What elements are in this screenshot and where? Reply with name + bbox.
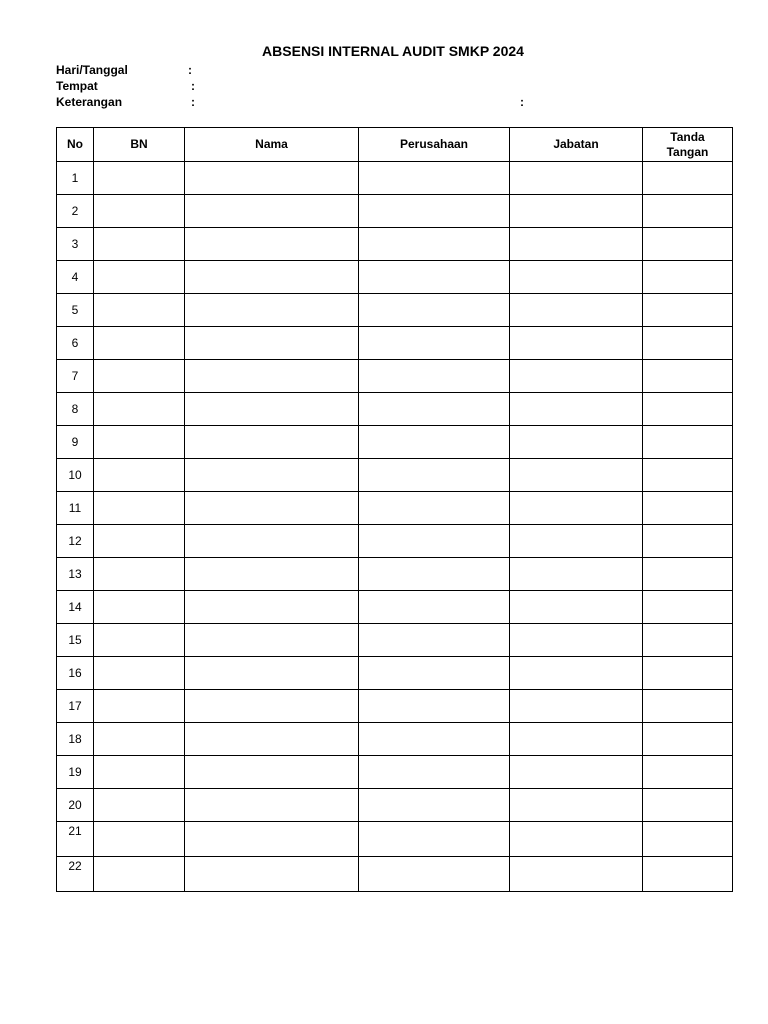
- row-number: 12: [57, 525, 94, 558]
- column-header-perusahaan: Perusahaan: [359, 128, 510, 162]
- perusahaan-cell[interactable]: [359, 426, 510, 459]
- bn-cell[interactable]: [94, 857, 185, 892]
- tanda-tangan-cell[interactable]: [643, 261, 733, 294]
- place-colon: :: [191, 79, 195, 93]
- tanda-tangan-cell[interactable]: [643, 327, 733, 360]
- tanda-tangan-cell[interactable]: [643, 624, 733, 657]
- jabatan-cell[interactable]: [510, 822, 643, 857]
- bn-cell[interactable]: [94, 195, 185, 228]
- bn-cell[interactable]: [94, 525, 185, 558]
- tanda-tangan-line2: Tangan: [666, 144, 709, 159]
- row-number: 21: [57, 822, 94, 857]
- nama-cell[interactable]: [185, 360, 359, 393]
- jabatan-cell[interactable]: [510, 591, 643, 624]
- bn-cell[interactable]: [94, 492, 185, 525]
- bn-cell[interactable]: [94, 690, 185, 723]
- day-date-label: Hari/Tanggal: [56, 63, 128, 77]
- nama-cell[interactable]: [185, 657, 359, 690]
- table-row: [57, 327, 733, 360]
- tanda-tangan-cell[interactable]: [643, 459, 733, 492]
- tanda-tangan-cell[interactable]: [643, 591, 733, 624]
- row-number: 7: [57, 360, 94, 393]
- bn-cell[interactable]: [94, 723, 185, 756]
- place-label: Tempat: [56, 79, 98, 93]
- column-header-tanda-tangan: [643, 128, 733, 162]
- table-header-row: [57, 128, 733, 162]
- table-row: [57, 525, 733, 558]
- table-row: [57, 558, 733, 591]
- page-title: ABSENSI INTERNAL AUDIT SMKP 2024: [262, 43, 524, 59]
- nama-cell[interactable]: [185, 393, 359, 426]
- row-number: 3: [57, 228, 94, 261]
- table-row: [57, 195, 733, 228]
- row-number: 19: [57, 756, 94, 789]
- table-row: [57, 624, 733, 657]
- perusahaan-cell[interactable]: [359, 294, 510, 327]
- nama-cell[interactable]: [185, 857, 359, 892]
- nama-cell[interactable]: [185, 789, 359, 822]
- perusahaan-cell[interactable]: [359, 492, 510, 525]
- jabatan-cell[interactable]: [510, 162, 643, 195]
- jabatan-cell[interactable]: [510, 624, 643, 657]
- perusahaan-cell[interactable]: [359, 393, 510, 426]
- perusahaan-cell[interactable]: [359, 228, 510, 261]
- bn-cell[interactable]: [94, 327, 185, 360]
- jabatan-cell[interactable]: [510, 857, 643, 892]
- tanda-tangan-cell[interactable]: [643, 426, 733, 459]
- row-number: 10: [57, 459, 94, 492]
- jabatan-cell[interactable]: [510, 789, 643, 822]
- table-row: [57, 591, 733, 624]
- jabatan-cell[interactable]: [510, 393, 643, 426]
- attendance-table: [56, 127, 733, 892]
- jabatan-cell[interactable]: [510, 723, 643, 756]
- nama-cell[interactable]: [185, 492, 359, 525]
- perusahaan-cell[interactable]: [359, 162, 510, 195]
- bn-cell[interactable]: [94, 360, 185, 393]
- tanda-tangan-cell[interactable]: [643, 294, 733, 327]
- bn-cell[interactable]: [94, 756, 185, 789]
- nama-cell[interactable]: [185, 261, 359, 294]
- row-number: 16: [57, 657, 94, 690]
- tanda-tangan-line1: Tanda: [670, 129, 705, 144]
- perusahaan-cell[interactable]: [359, 591, 510, 624]
- tanda-tangan-cell[interactable]: [643, 690, 733, 723]
- row-number: 4: [57, 261, 94, 294]
- bn-cell[interactable]: [94, 657, 185, 690]
- row-number: 5: [57, 294, 94, 327]
- table-row: [57, 162, 733, 195]
- jabatan-cell[interactable]: [510, 525, 643, 558]
- nama-cell[interactable]: [185, 294, 359, 327]
- tanda-tangan-cell[interactable]: [643, 195, 733, 228]
- row-number: 18: [57, 723, 94, 756]
- table-row: [57, 459, 733, 492]
- table-row: [57, 657, 733, 690]
- nama-cell[interactable]: [185, 525, 359, 558]
- table-row: [57, 492, 733, 525]
- table-row: [57, 822, 733, 857]
- nama-cell[interactable]: [185, 558, 359, 591]
- bn-cell[interactable]: [94, 162, 185, 195]
- bn-cell[interactable]: [94, 558, 185, 591]
- column-header-bn: BN: [94, 128, 185, 162]
- jabatan-cell[interactable]: [510, 459, 643, 492]
- nama-cell[interactable]: [185, 591, 359, 624]
- tanda-tangan-cell[interactable]: [643, 857, 733, 892]
- tanda-tangan-cell[interactable]: [643, 492, 733, 525]
- jabatan-cell[interactable]: [510, 294, 643, 327]
- perusahaan-cell[interactable]: [359, 195, 510, 228]
- nama-cell[interactable]: [185, 162, 359, 195]
- row-number: 22: [57, 857, 94, 892]
- perusahaan-cell[interactable]: [359, 327, 510, 360]
- notes-colon: :: [191, 95, 195, 109]
- row-number: 11: [57, 492, 94, 525]
- tanda-tangan-cell[interactable]: [643, 723, 733, 756]
- bn-cell[interactable]: [94, 393, 185, 426]
- bn-cell[interactable]: [94, 459, 185, 492]
- tanda-tangan-cell[interactable]: [643, 228, 733, 261]
- table-row: [57, 294, 733, 327]
- nama-cell[interactable]: [185, 327, 359, 360]
- tanda-tangan-cell[interactable]: [643, 360, 733, 393]
- nama-cell[interactable]: [185, 228, 359, 261]
- table-row: [57, 360, 733, 393]
- table-row: [57, 857, 733, 892]
- table-row: [57, 228, 733, 261]
- notes-colon-right: :: [520, 95, 524, 109]
- bn-cell[interactable]: [94, 294, 185, 327]
- nama-cell[interactable]: [185, 822, 359, 857]
- column-header-no: No: [57, 128, 94, 162]
- row-number: 13: [57, 558, 94, 591]
- row-number: 14: [57, 591, 94, 624]
- bn-cell[interactable]: [94, 228, 185, 261]
- tanda-tangan-cell[interactable]: [643, 525, 733, 558]
- tanda-tangan-cell[interactable]: [643, 789, 733, 822]
- nama-cell[interactable]: [185, 723, 359, 756]
- row-number: 9: [57, 426, 94, 459]
- perusahaan-cell[interactable]: [359, 459, 510, 492]
- nama-cell[interactable]: [185, 690, 359, 723]
- bn-cell[interactable]: [94, 261, 185, 294]
- jabatan-cell[interactable]: [510, 657, 643, 690]
- jabatan-cell[interactable]: [510, 426, 643, 459]
- tanda-tangan-cell[interactable]: [643, 756, 733, 789]
- jabatan-cell[interactable]: [510, 261, 643, 294]
- perusahaan-cell[interactable]: [359, 657, 510, 690]
- bn-cell[interactable]: [94, 591, 185, 624]
- perusahaan-cell[interactable]: [359, 756, 510, 789]
- nama-cell[interactable]: [185, 624, 359, 657]
- perusahaan-cell[interactable]: [359, 789, 510, 822]
- table-row: [57, 393, 733, 426]
- tanda-tangan-cell[interactable]: [643, 657, 733, 690]
- table-body: [57, 162, 733, 892]
- perusahaan-cell[interactable]: [359, 525, 510, 558]
- table-row: [57, 723, 733, 756]
- bn-cell[interactable]: [94, 822, 185, 857]
- row-number: 15: [57, 624, 94, 657]
- jabatan-cell[interactable]: [510, 327, 643, 360]
- tanda-tangan-cell[interactable]: [643, 558, 733, 591]
- jabatan-cell[interactable]: [510, 756, 643, 789]
- day-date-colon: :: [188, 63, 192, 77]
- jabatan-cell[interactable]: [510, 558, 643, 591]
- bn-cell[interactable]: [94, 426, 185, 459]
- row-number: 20: [57, 789, 94, 822]
- row-number: 8: [57, 393, 94, 426]
- jabatan-cell[interactable]: [510, 690, 643, 723]
- nama-cell[interactable]: [185, 426, 359, 459]
- jabatan-cell[interactable]: [510, 228, 643, 261]
- tanda-tangan-cell[interactable]: [643, 822, 733, 857]
- jabatan-cell[interactable]: [510, 195, 643, 228]
- jabatan-cell[interactable]: [510, 492, 643, 525]
- table-row: [57, 426, 733, 459]
- bn-cell[interactable]: [94, 624, 185, 657]
- perusahaan-cell[interactable]: [359, 857, 510, 892]
- perusahaan-cell[interactable]: [359, 624, 510, 657]
- jabatan-cell[interactable]: [510, 360, 643, 393]
- perusahaan-cell[interactable]: [359, 360, 510, 393]
- perusahaan-cell[interactable]: [359, 558, 510, 591]
- row-number: 6: [57, 327, 94, 360]
- nama-cell[interactable]: [185, 459, 359, 492]
- perusahaan-cell[interactable]: [359, 690, 510, 723]
- table-row: [57, 789, 733, 822]
- perusahaan-cell[interactable]: [359, 822, 510, 857]
- row-number: 17: [57, 690, 94, 723]
- perusahaan-cell[interactable]: [359, 723, 510, 756]
- notes-label: Keterangan: [56, 95, 123, 109]
- bn-cell[interactable]: [94, 789, 185, 822]
- nama-cell[interactable]: [185, 195, 359, 228]
- row-number: 1: [57, 162, 94, 195]
- tanda-tangan-cell[interactable]: [643, 393, 733, 426]
- table-row: [57, 690, 733, 723]
- column-header-jabatan: Jabatan: [510, 128, 643, 162]
- perusahaan-cell[interactable]: [359, 261, 510, 294]
- row-number: 2: [57, 195, 94, 228]
- tanda-tangan-cell[interactable]: [643, 162, 733, 195]
- table-row: [57, 261, 733, 294]
- nama-cell[interactable]: [185, 756, 359, 789]
- column-header-nama: Nama: [185, 128, 359, 162]
- table-row: [57, 756, 733, 789]
